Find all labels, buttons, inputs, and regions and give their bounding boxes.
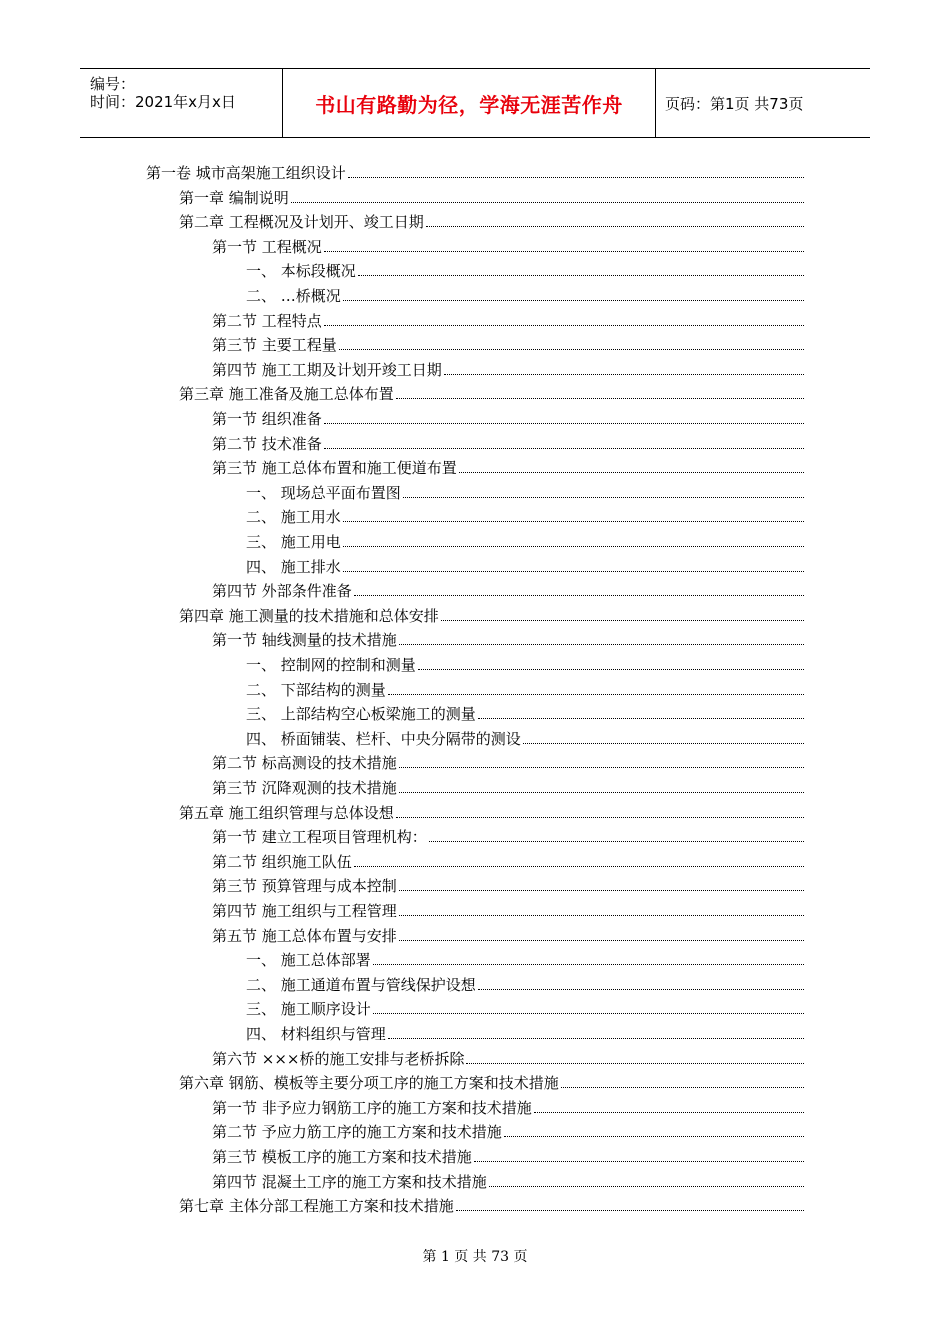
toc-entry-title: 第五章 施工组织管理与总体设想 bbox=[179, 803, 394, 822]
toc-entry[interactable] bbox=[246, 281, 804, 305]
toc-entry[interactable] bbox=[246, 502, 804, 526]
toc-entry[interactable] bbox=[212, 306, 804, 330]
toc-leader-dots bbox=[343, 521, 804, 522]
toc-leader-dots bbox=[324, 423, 804, 424]
toc-entry[interactable] bbox=[246, 478, 804, 502]
toc-entry-title: 第一章 编制说明 bbox=[179, 188, 289, 207]
toc-entry-title: 二、 施工用水 bbox=[246, 508, 341, 527]
toc-leader-dots bbox=[354, 595, 804, 596]
toc-entry-title: 第三节 施工总体布置和施工便道布置 bbox=[212, 459, 457, 478]
page-info: 页码：第1页 共73页 bbox=[665, 94, 804, 113]
toc-entry[interactable] bbox=[212, 1117, 804, 1141]
toc-leader-dots bbox=[343, 571, 804, 572]
toc-leader-dots bbox=[466, 1063, 804, 1064]
toc-leader-dots bbox=[474, 1161, 804, 1162]
toc-entry[interactable] bbox=[246, 1019, 804, 1043]
toc-entry-title: 一、 本标段概况 bbox=[246, 262, 356, 281]
toc-entry-title: 第三章 施工准备及施工总体布置 bbox=[179, 385, 394, 404]
toc-entry-title: 第三节 模板工序的施工方案和技术措施 bbox=[212, 1148, 472, 1166]
toc-leader-dots bbox=[324, 448, 804, 449]
toc-entry[interactable] bbox=[212, 1093, 804, 1117]
toc-entry-title: 第二节 组织施工队伍 bbox=[212, 852, 352, 871]
toc-entry-title: 第四节 施工工期及计划开竣工日期 bbox=[212, 360, 442, 379]
toc-leader-dots bbox=[343, 546, 804, 547]
toc-entry[interactable] bbox=[212, 625, 804, 649]
toc-entry-title: 第六章 钢筋、模板等主要分项工序的施工方案和技术措施 bbox=[179, 1074, 559, 1093]
toc-entry-title: 第二节 技术准备 bbox=[212, 434, 322, 453]
toc-entry-title: 第四节 混凝土工序的施工方案和技术措施 bbox=[212, 1172, 487, 1191]
toc-leader-dots bbox=[373, 1013, 804, 1014]
toc-entry-title: 第二节 予应力筋工序的施工方案和技术措施 bbox=[212, 1123, 502, 1142]
number-label: 编号： bbox=[90, 75, 136, 93]
toc-entry[interactable] bbox=[212, 847, 804, 871]
toc-leader-dots bbox=[291, 202, 804, 203]
toc-entry[interactable] bbox=[179, 1068, 804, 1092]
toc-entry-title: 一、 现场总平面布置图 bbox=[246, 483, 401, 502]
toc-entry[interactable] bbox=[246, 552, 804, 576]
toc-leader-dots bbox=[324, 325, 804, 326]
page-header bbox=[80, 68, 870, 138]
header-motto-cell bbox=[282, 69, 656, 137]
toc-entry[interactable] bbox=[246, 970, 804, 994]
toc-entry-title: 第一节 组织准备 bbox=[212, 410, 322, 428]
time-label: 时间：2021年x月x日 bbox=[90, 93, 236, 111]
toc-entry[interactable] bbox=[246, 650, 804, 674]
toc-entry[interactable] bbox=[246, 675, 804, 699]
toc-entry[interactable] bbox=[246, 699, 804, 723]
toc-leader-dots bbox=[399, 890, 804, 891]
toc-entry[interactable] bbox=[179, 601, 804, 625]
toc-entry[interactable] bbox=[212, 355, 804, 379]
toc-leader-dots bbox=[429, 841, 804, 842]
toc-entry[interactable] bbox=[212, 1167, 804, 1191]
toc-entry-title: 第二章 工程概况及计划开、竣工日期 bbox=[179, 213, 424, 232]
toc-entry[interactable] bbox=[212, 232, 804, 256]
toc-leader-dots bbox=[426, 226, 804, 227]
toc-leader-dots bbox=[444, 374, 804, 375]
toc-entry[interactable] bbox=[146, 158, 804, 182]
toc-entry[interactable] bbox=[212, 822, 804, 846]
toc-entry[interactable] bbox=[246, 724, 804, 748]
toc-entry[interactable] bbox=[212, 429, 804, 453]
toc-leader-dots bbox=[489, 1186, 804, 1187]
toc-leader-dots bbox=[456, 1210, 804, 1211]
toc-leader-dots bbox=[478, 989, 804, 990]
toc-entry-title: 第二节 工程特点 bbox=[212, 311, 322, 330]
toc-entry-title: 第四节 外部条件准备 bbox=[212, 582, 352, 601]
toc-leader-dots bbox=[399, 767, 804, 768]
toc-entry-title: 第三节 沉降观测的技术措施 bbox=[212, 779, 397, 797]
toc-entry-title: 第三节 主要工程量 bbox=[212, 336, 337, 355]
toc-entry[interactable] bbox=[212, 748, 804, 772]
toc-entry[interactable] bbox=[246, 527, 804, 551]
toc-entry-title: 三、 上部结构空心板梁施工的测量 bbox=[246, 705, 476, 724]
toc-entry-title: 一、 施工总体部署 bbox=[246, 951, 371, 970]
toc-leader-dots bbox=[399, 940, 804, 941]
toc-leader-dots bbox=[399, 792, 804, 793]
toc-entry-title: 三、 施工顺序设计 bbox=[246, 1000, 371, 1019]
toc-entry[interactable] bbox=[212, 576, 804, 600]
toc-entry[interactable] bbox=[212, 896, 804, 920]
toc-entry[interactable] bbox=[179, 183, 804, 207]
toc-entry[interactable] bbox=[246, 256, 804, 280]
motto-text: 书山有路勤为径，学海无涯苦作舟 bbox=[315, 92, 623, 117]
toc-entry[interactable] bbox=[212, 404, 804, 428]
toc-leader-dots bbox=[523, 743, 804, 744]
toc-entry-title: 第五节 施工总体布置与安排 bbox=[212, 926, 397, 945]
toc-leader-dots bbox=[348, 177, 804, 178]
toc-entry[interactable] bbox=[179, 1191, 804, 1215]
header-meta bbox=[80, 69, 282, 137]
toc-leader-dots bbox=[534, 1112, 804, 1113]
toc-entry-title: 第一节 轴线测量的技术措施 bbox=[212, 631, 397, 650]
toc-leader-dots bbox=[403, 497, 804, 498]
page-footer: 第 1 页 共 73 页 bbox=[422, 1249, 528, 1265]
toc-entry-title: 第四章 施工测量的技术措施和总体安排 bbox=[179, 606, 439, 625]
toc-entry-title: 第二节 标高测设的技术措施 bbox=[212, 754, 397, 773]
toc-entry[interactable] bbox=[179, 207, 804, 231]
toc-entry-title: 第一节 建立工程项目管理机构： bbox=[212, 828, 427, 847]
toc-entry-title: 一、 控制网的控制和测量 bbox=[246, 656, 416, 674]
toc-entry[interactable] bbox=[246, 945, 804, 969]
toc-entry-title: 第一卷 城市高架施工组织设计 bbox=[146, 164, 346, 182]
toc-entry-title: 四、 桥面铺装、栏杆、中央分隔带的测设 bbox=[246, 729, 521, 748]
toc-entry[interactable] bbox=[212, 1142, 804, 1166]
toc-entry-title: 第三节 预算管理与成本控制 bbox=[212, 877, 397, 896]
header-page-cell bbox=[655, 69, 870, 137]
toc-leader-dots bbox=[459, 472, 804, 473]
toc-entry-title: 四、 施工排水 bbox=[246, 557, 341, 576]
toc-leader-dots bbox=[324, 251, 804, 252]
toc-leader-dots bbox=[396, 398, 804, 399]
toc-entry-title: 二、 …桥概况 bbox=[246, 287, 341, 305]
toc-leader-dots bbox=[373, 964, 804, 965]
toc-entry[interactable] bbox=[212, 1044, 804, 1068]
toc-entry[interactable] bbox=[212, 921, 804, 945]
toc-entry-title: 二、 施工通道布置与管线保护设想 bbox=[246, 975, 476, 994]
toc-entry[interactable] bbox=[179, 379, 804, 403]
toc-entry[interactable] bbox=[179, 798, 804, 822]
toc-leader-dots bbox=[358, 275, 804, 276]
toc-entry-title: 第一节 工程概况 bbox=[212, 237, 322, 256]
toc-leader-dots bbox=[418, 669, 804, 670]
toc-leader-dots bbox=[396, 817, 804, 818]
toc-leader-dots bbox=[441, 620, 804, 621]
toc-entry-title: 第七章 主体分部工程施工方案和技术措施 bbox=[179, 1197, 454, 1216]
toc-entry-title: 三、 施工用电 bbox=[246, 533, 341, 551]
toc-leader-dots bbox=[339, 349, 804, 350]
toc-entry[interactable] bbox=[246, 994, 804, 1018]
toc-leader-dots bbox=[478, 718, 804, 719]
toc-leader-dots bbox=[343, 300, 804, 301]
toc-leader-dots bbox=[399, 644, 804, 645]
toc-entry-title: 二、 下部结构的测量 bbox=[246, 680, 386, 699]
toc-leader-dots bbox=[388, 694, 804, 695]
toc-leader-dots bbox=[561, 1087, 804, 1088]
toc-leader-dots bbox=[504, 1136, 804, 1137]
toc-entry-title: 第四节 施工组织与工程管理 bbox=[212, 902, 397, 920]
toc-entry[interactable] bbox=[212, 453, 804, 477]
toc-entry-title: 第一节 非予应力钢筋工序的施工方案和技术措施 bbox=[212, 1098, 532, 1117]
toc-entry[interactable] bbox=[212, 330, 804, 354]
toc-entry-title: 第六节 ×××桥的施工安排与老桥拆除 bbox=[212, 1049, 465, 1068]
toc-leader-dots bbox=[354, 866, 804, 867]
toc-entry[interactable] bbox=[212, 773, 804, 797]
toc-entry-title: 四、 材料组织与管理 bbox=[246, 1025, 386, 1043]
toc-leader-dots bbox=[388, 1038, 804, 1039]
toc-leader-dots bbox=[399, 915, 804, 916]
toc-entry[interactable] bbox=[212, 871, 804, 895]
